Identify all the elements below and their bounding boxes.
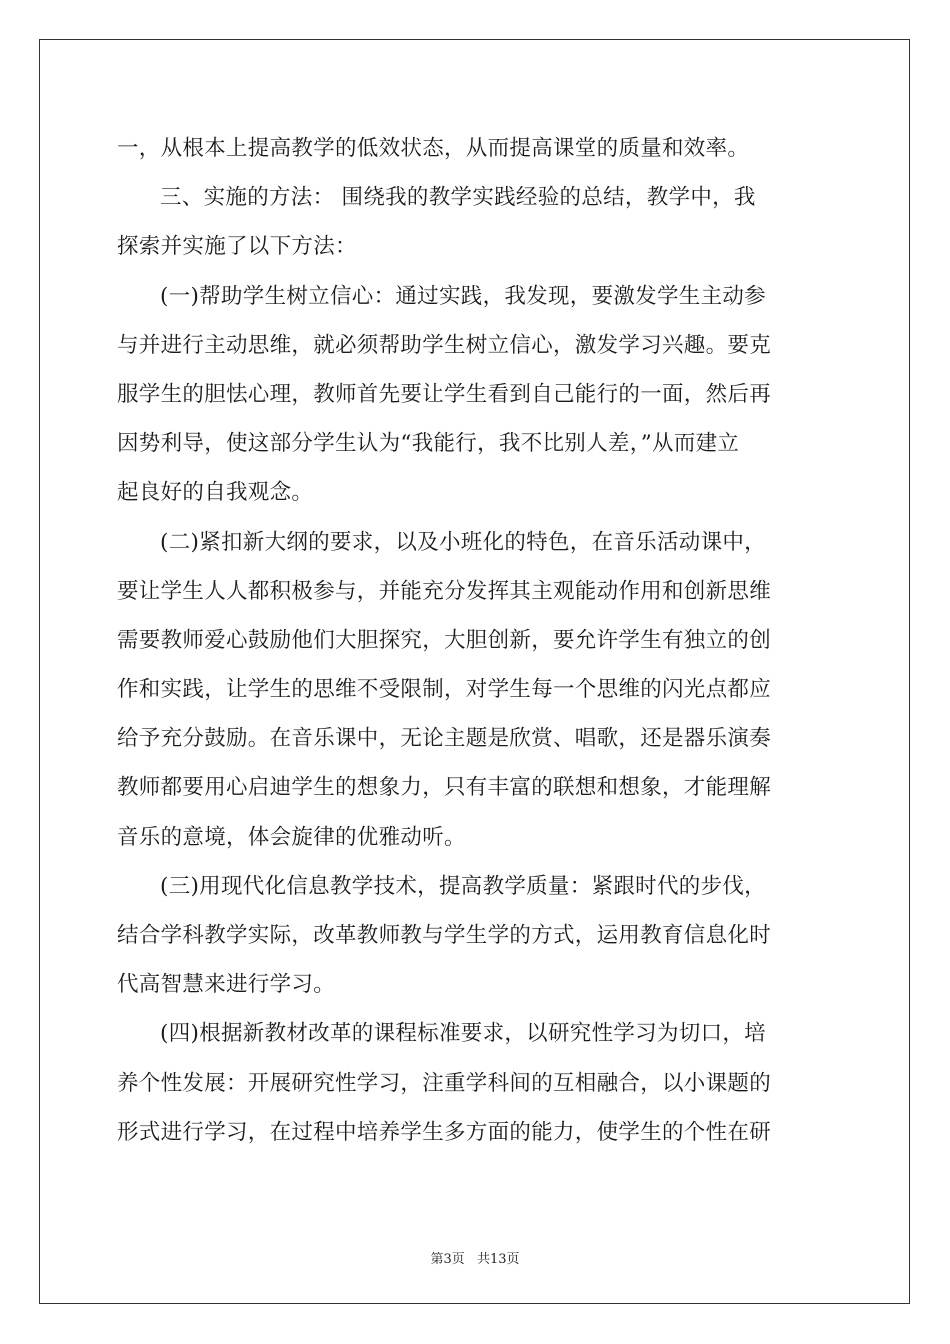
text-line: 探索并实施了以下方法： xyxy=(117,234,357,260)
text-line: 一，从根本上提高教学的低效状态，从而提高课堂的质量和效率。 xyxy=(117,136,750,161)
text-line: (一)帮助学生树立信心：通过实践，我发现，要激发学生主动参 xyxy=(160,283,766,309)
page-footer xyxy=(0,1248,950,1267)
text-line: 教师都要用心启迪学生的想象力，只有丰富的联想和想象，才能理解 xyxy=(117,775,772,801)
text-line: 给予充分鼓励。在音乐课中，无论主题是欣赏、唱歌，还是器乐演奏 xyxy=(117,726,772,752)
text-line: 服学生的胆怯心理，教师首先要让学生看到自己能行的一面，然后再 xyxy=(117,381,772,407)
text-line: 起良好的自我观念。 xyxy=(117,480,314,506)
text-line: 结合学科教学实际，改革教师教与学生学的方式，运用教育信息化时 xyxy=(117,923,772,948)
page-total: 共13页 xyxy=(476,1252,520,1267)
text-line: 音乐的意境，体会旋律的优雅动听。 xyxy=(117,824,466,850)
text-line: 需要教师爱心鼓励他们大胆探究，大胆创新，要允许学生有独立的创 xyxy=(117,627,772,653)
text-line: 养个性发展：开展研究性学习，注重学科间的互相融合，以小课题的 xyxy=(117,1070,772,1096)
text-line: 与并进行主动思维，就必须帮助学生树立信心，激发学习兴趣。要克 xyxy=(117,332,772,358)
text-line: 因势利导，使这部分学生认为“我能行，我不比别人差，”从而建立 xyxy=(117,431,740,457)
text-line: 要让学生人人都积极参与，并能充分发挥其主观能动作用和创新思维 xyxy=(117,578,772,604)
document-body xyxy=(117,124,833,1157)
text-line: (四)根据新教材改革的课程标准要求，以研究性学习为切口，培 xyxy=(160,1021,766,1047)
text-line: 代高智慧来进行学习。 xyxy=(117,972,336,998)
page-number: 第3页 xyxy=(430,1252,465,1267)
text-line: 作和实践，让学生的思维不受限制，对学生每一个思维的闪光点都应 xyxy=(117,677,772,703)
text-line: (二)紧扣新大纲的要求，以及小班化的特色，在音乐活动课中， xyxy=(160,529,766,555)
text-line: (三)用现代化信息教学技术，提高教学质量：紧跟时代的步伐， xyxy=(160,873,766,899)
text-line: 三、实施的方法： 围绕我的教学实践经验的总结，教学中，我 xyxy=(160,185,756,211)
text-line: 形式进行学习，在过程中培养学生多方面的能力，使学生的个性在研 xyxy=(117,1119,772,1145)
